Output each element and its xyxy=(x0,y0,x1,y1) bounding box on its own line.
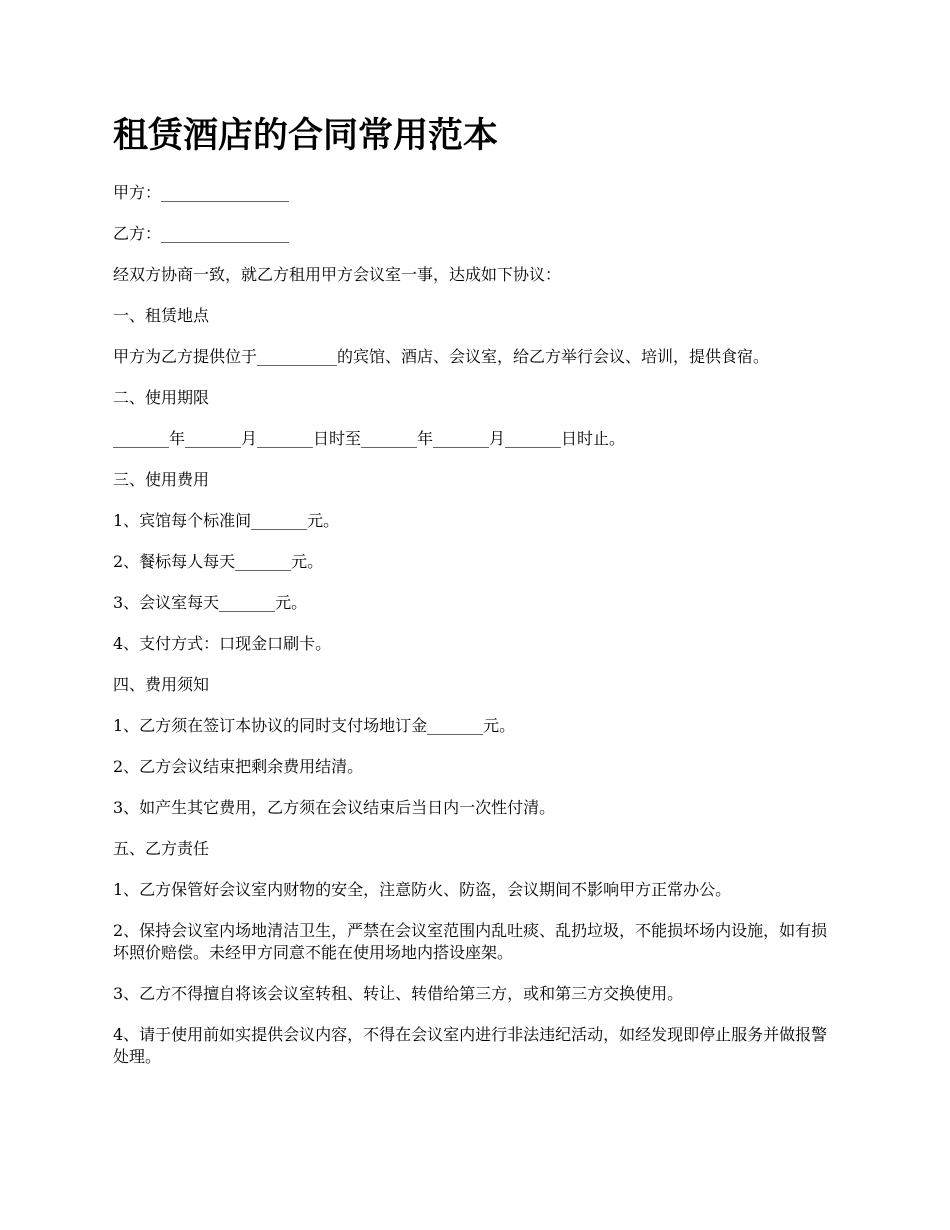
fee-item-meeting-room: 3、会议室每天_______元。 xyxy=(113,593,308,612)
section-heading-period: 二、使用期限 xyxy=(113,388,210,407)
fee-item-meal: 2、餐标每人每天_______元。 xyxy=(113,552,324,571)
party-b-line: 乙方：________________ xyxy=(113,224,290,243)
fee-note-deposit: 1、乙方须在签订本协议的同时支付场地订金_______元。 xyxy=(113,716,516,735)
fee-note-other: 3、如产生其它费用，乙方须在会议结束后当日内一次性付清。 xyxy=(113,798,556,817)
intro-paragraph: 经双方协商一致，就乙方租用甲方会议室一事，达成如下协议： xyxy=(113,265,562,284)
fee-item-payment: 4、支付方式：口现金口刷卡。 xyxy=(113,634,332,653)
section-heading-fee-notes: 四、费用须知 xyxy=(113,675,210,694)
period-paragraph: _______年_______月_______日时至_______年_______月_______日时止。 xyxy=(113,429,626,448)
section-heading-location: 一、租赁地点 xyxy=(113,306,210,325)
document-page xyxy=(113,112,833,1087)
duty-item-content: 4、请于使用前如实提供会议内容，不得在会议室内进行非法违纪活动，如经发现即停止服务并做报警处理。 xyxy=(113,1025,828,1066)
fee-note-settlement: 2、乙方会议结束把剩余费用结清。 xyxy=(113,757,364,776)
duty-item-no-sublease: 3、乙方不得擅自将该会议室转租、转让、转借给第三方，或和第三方交换使用。 xyxy=(113,984,684,1003)
location-paragraph: 甲方为乙方提供位于__________的宾馆、酒店、会议室，给乙方举行会议、培训，提供食宿。 xyxy=(113,347,770,366)
section-heading-party-b-duties: 五、乙方责任 xyxy=(113,839,210,858)
party-a-line: 甲方：________________ xyxy=(113,183,290,202)
duty-item-cleanliness: 2、保持会议室内场地清洁卫生，严禁在会议室范围内乱吐痰、乱扔垃圾，不能损坏场内设施，如有损坏照价赔偿。未经甲方同意不能在使用场地内搭设座架。 xyxy=(113,921,828,962)
fee-item-room: 1、宾馆每个标准间_______元。 xyxy=(113,511,340,530)
document-title: 租赁酒店的合同常用范本 xyxy=(113,116,499,156)
duty-item-safety: 1、乙方保管好会议室内财物的安全，注意防火、防盗，会议期间不影响甲方正常办公。 xyxy=(113,880,732,899)
section-heading-fees: 三、使用费用 xyxy=(113,470,210,489)
